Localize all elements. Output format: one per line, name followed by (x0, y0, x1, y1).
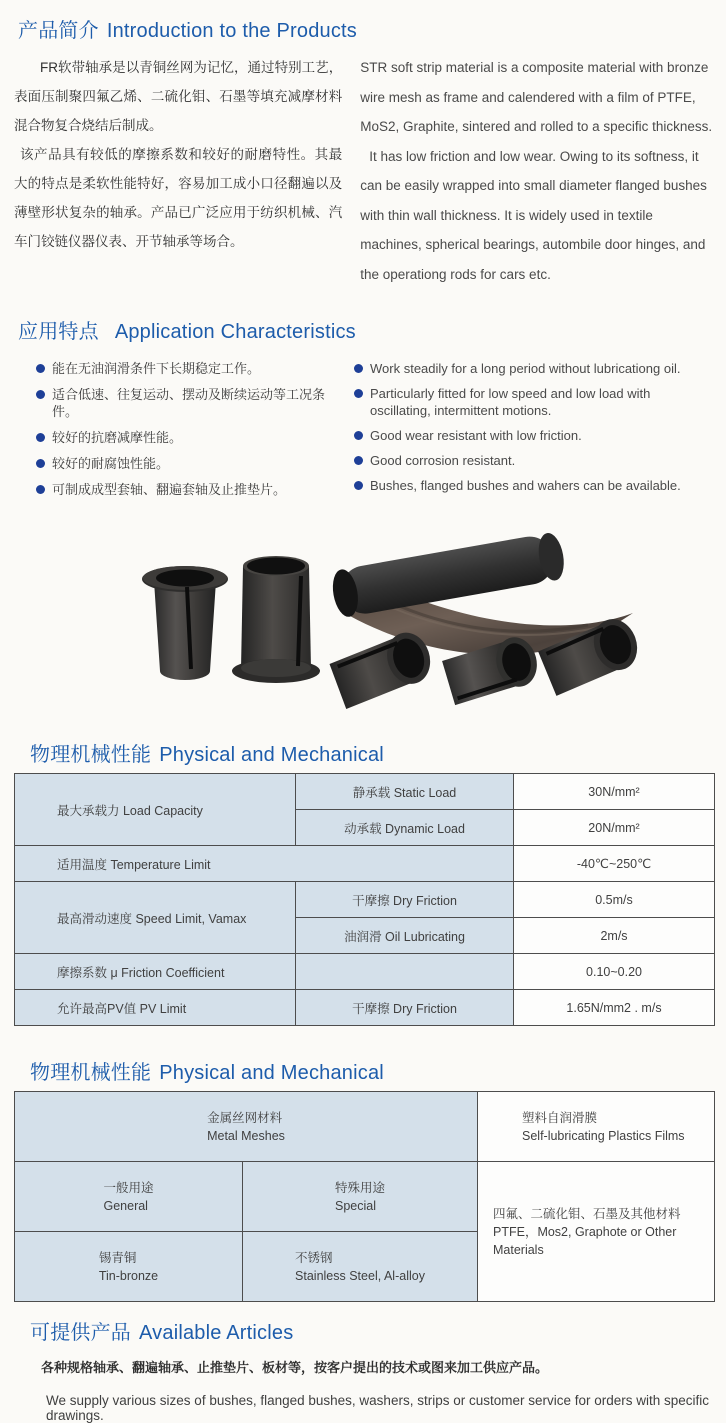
intro-chinese-column (14, 53, 342, 289)
cell-special-en: Special (334, 1198, 376, 1213)
table2-title-zh: 物理机械性能 (30, 1062, 152, 1084)
cell-tin-bronze (15, 1232, 243, 1302)
table2-section-title (30, 1056, 726, 1085)
bullet-icon (36, 485, 45, 494)
intro-title-zh: 产品简介 (18, 20, 99, 42)
cell-stainless (243, 1232, 478, 1302)
list-item-text: 可制成成型套轴、翻遍套轴及止推垫片。 (52, 482, 287, 497)
intro-zh-paragraph-1: FR软带轴承是以青铜丝网为记忆，通过特别工艺，表面压制聚四氟乙烯、二硫化钼、石墨等填充减摩材料混合物复合烧结后制成。 (14, 60, 343, 133)
characteristics-columns (0, 360, 726, 507)
characteristics-list-en (340, 360, 710, 507)
list-item-text: Good wear resistant with low friction. (370, 428, 582, 443)
table1-section-title (30, 738, 726, 767)
list-item-text: 较好的抗磨减摩性能。 (52, 430, 183, 445)
bush-small-1 (327, 627, 437, 710)
product-photo-illustration (88, 521, 653, 717)
cell-materials (478, 1162, 715, 1302)
cell-tin-bronze-zh: 锡青铜 (98, 1250, 137, 1265)
materials-table (14, 1091, 715, 1302)
flanged-bush-second (232, 556, 320, 683)
catalog-page (0, 14, 726, 1423)
cell-metal-meshes-en: Metal Meshes (207, 1128, 285, 1143)
intro-section-title (18, 14, 726, 43)
cell-plastics-zh: 塑料自润滑膜 (522, 1110, 598, 1125)
cell-stainless-zh: 不锈钢 (295, 1250, 333, 1265)
cell-speed-limit: 最高滑动速度 Speed Limit, Vamax (15, 882, 296, 954)
table-row (15, 846, 715, 882)
physical-mechanical-table (14, 773, 715, 1026)
cell-friction-coefficient: 摩擦系数 μ Friction Coefficient (15, 954, 296, 990)
cell-metal-meshes (15, 1092, 478, 1162)
list-item (36, 455, 340, 472)
cell-materials-zh: 四氟、二硫化钼、石墨及其他材料 (493, 1206, 681, 1221)
list-item (354, 360, 710, 377)
characteristics-section-title (18, 315, 726, 344)
cell-materials-en: PTFE，Mos2, Graphote or Other Materials (493, 1224, 677, 1257)
cell-friction-value: 0.10~0.20 (514, 954, 715, 990)
cell-pv-limit: 允许最高PV值 PV Limit (15, 990, 296, 1026)
cell-load-capacity: 最大承载力 Load Capacity (15, 774, 296, 846)
list-item (36, 429, 340, 446)
cell-dry-value: 0.5m/s (514, 882, 715, 918)
cell-plastics-films (478, 1092, 715, 1162)
cell-pv-value: 1.65N/mm2 . m/s (514, 990, 715, 1026)
list-item (36, 386, 340, 420)
bullet-icon (354, 456, 363, 465)
table-row (15, 774, 715, 810)
bullet-icon (354, 389, 363, 398)
cell-static-load: 静承载 Static Load (296, 774, 514, 810)
available-title-en: Available Articles (139, 1322, 294, 1344)
available-title-zh: 可提供产品 (30, 1322, 131, 1344)
cell-temperature-value: -40℃~250℃ (514, 846, 715, 882)
intro-zh-paragraph-2: 该产品具有较低的摩擦系数和较好的耐磨特性。其最大的特点是柔软性能特好，容易加工成小口径翻遍以及薄壁形状复杂的轴承。产品已广泛应用于纺织机械、汽车门铰链仪器仪表、开节轴承等场合。 (14, 147, 343, 249)
cell-static-value: 30N/mm² (514, 774, 715, 810)
cell-dry-friction: 干摩擦 Dry Friction (296, 882, 514, 918)
list-item-text: Bushes, flanged bushes and wahers can be available. (370, 478, 681, 493)
cell-special-zh: 特殊用途 (334, 1180, 385, 1195)
cell-general (15, 1162, 243, 1232)
list-item-text: Work steadily for a long period without lubricationg oil. (370, 361, 681, 376)
list-item (36, 481, 340, 498)
cell-special (243, 1162, 478, 1232)
list-item (354, 477, 710, 494)
table2-title-en: Physical and Mechanical (159, 1062, 384, 1084)
list-item-text: 较好的耐腐蚀性能。 (52, 456, 170, 471)
cell-stainless-en: Stainless Steel, Al-alloy (295, 1268, 425, 1283)
table-row (15, 990, 715, 1026)
flanged-bush-left (142, 566, 228, 680)
table-row (15, 1092, 715, 1162)
cell-oil-value: 2m/s (514, 918, 715, 954)
table-row (15, 954, 715, 990)
available-section-title (30, 1316, 726, 1345)
list-item-text: 能在无油润滑条件下长期稳定工作。 (52, 361, 261, 376)
cell-plastics-en: Self-lubricating Plastics Films (522, 1128, 685, 1143)
cell-dynamic-load: 动承载 Dynamic Load (296, 810, 514, 846)
available-text-en: We supply various sizes of bushes, flanged bushes, washers, strips or customer service for orders with specific drawings. (46, 1393, 710, 1423)
list-item-text: Particularly fitted for low speed and low load with oscillating, intermittent motions. (370, 386, 651, 418)
table-row (15, 882, 715, 918)
list-item (354, 452, 710, 469)
cell-metal-meshes-zh: 金属丝网材料 (207, 1110, 283, 1125)
bullet-icon (36, 433, 45, 442)
list-item-text: Good corrosion resistant. (370, 453, 516, 468)
list-item (36, 360, 340, 377)
cell-oil-lubricating: 油润滑 Oil Lubricating (296, 918, 514, 954)
bullet-icon (354, 431, 363, 440)
list-item-text: 适合低速、往复运动、摆动及断续运动等工况条件。 (52, 387, 326, 419)
table-row (15, 1162, 715, 1232)
cell-tin-bronze-en: Tin-bronze (98, 1268, 159, 1283)
characteristics-list-zh (0, 360, 340, 507)
available-text-zh: 各种规格轴承、翻遍轴承、止推垫片、板材等，按客户提出的技术或图来加工供应产品。 (41, 1360, 549, 1375)
list-item (354, 427, 710, 444)
intro-en-paragraph-1: STR soft strip material is a composite material with bronze wire mesh as frame and calendered with a film of PTFE, MoS2, Graphite, sintered and rolled to a specific thickness. (360, 60, 713, 134)
list-item (354, 385, 684, 419)
bullet-icon (36, 390, 45, 399)
characteristics-title-zh: 应用特点 (18, 321, 99, 343)
intro-title-en: Introduction to the Products (106, 20, 358, 42)
bullet-icon (354, 481, 363, 490)
bullet-icon (36, 364, 45, 373)
cell-temperature: 适用温度 Temperature Limit (15, 846, 514, 882)
bullet-icon (354, 364, 363, 373)
cell-general-en: General (103, 1198, 148, 1213)
intro-en-paragraph-2: It has low friction and low wear. Owing to its softness, it can be easily wrapped into small diameter flanged bushes with thin wall thickness. It is widely used in textile machines, spherical bearings, autombile door hinges, and the operationg rods for cars etc. (360, 148, 707, 282)
table1-title-en: Physical and Mechanical (159, 744, 384, 766)
characteristics-title-en: Application Characteristics (114, 321, 356, 343)
product-photo (88, 521, 653, 722)
cell-empty (296, 954, 514, 990)
cell-general-zh: 一般用途 (103, 1180, 154, 1195)
intro-english-column (360, 53, 714, 289)
bullet-icon (36, 459, 45, 468)
cell-dynamic-value: 20N/mm² (514, 810, 715, 846)
cell-pv-name: 干摩擦 Dry Friction (296, 990, 514, 1026)
intro-columns (0, 43, 726, 289)
table1-title-zh: 物理机械性能 (30, 744, 152, 766)
